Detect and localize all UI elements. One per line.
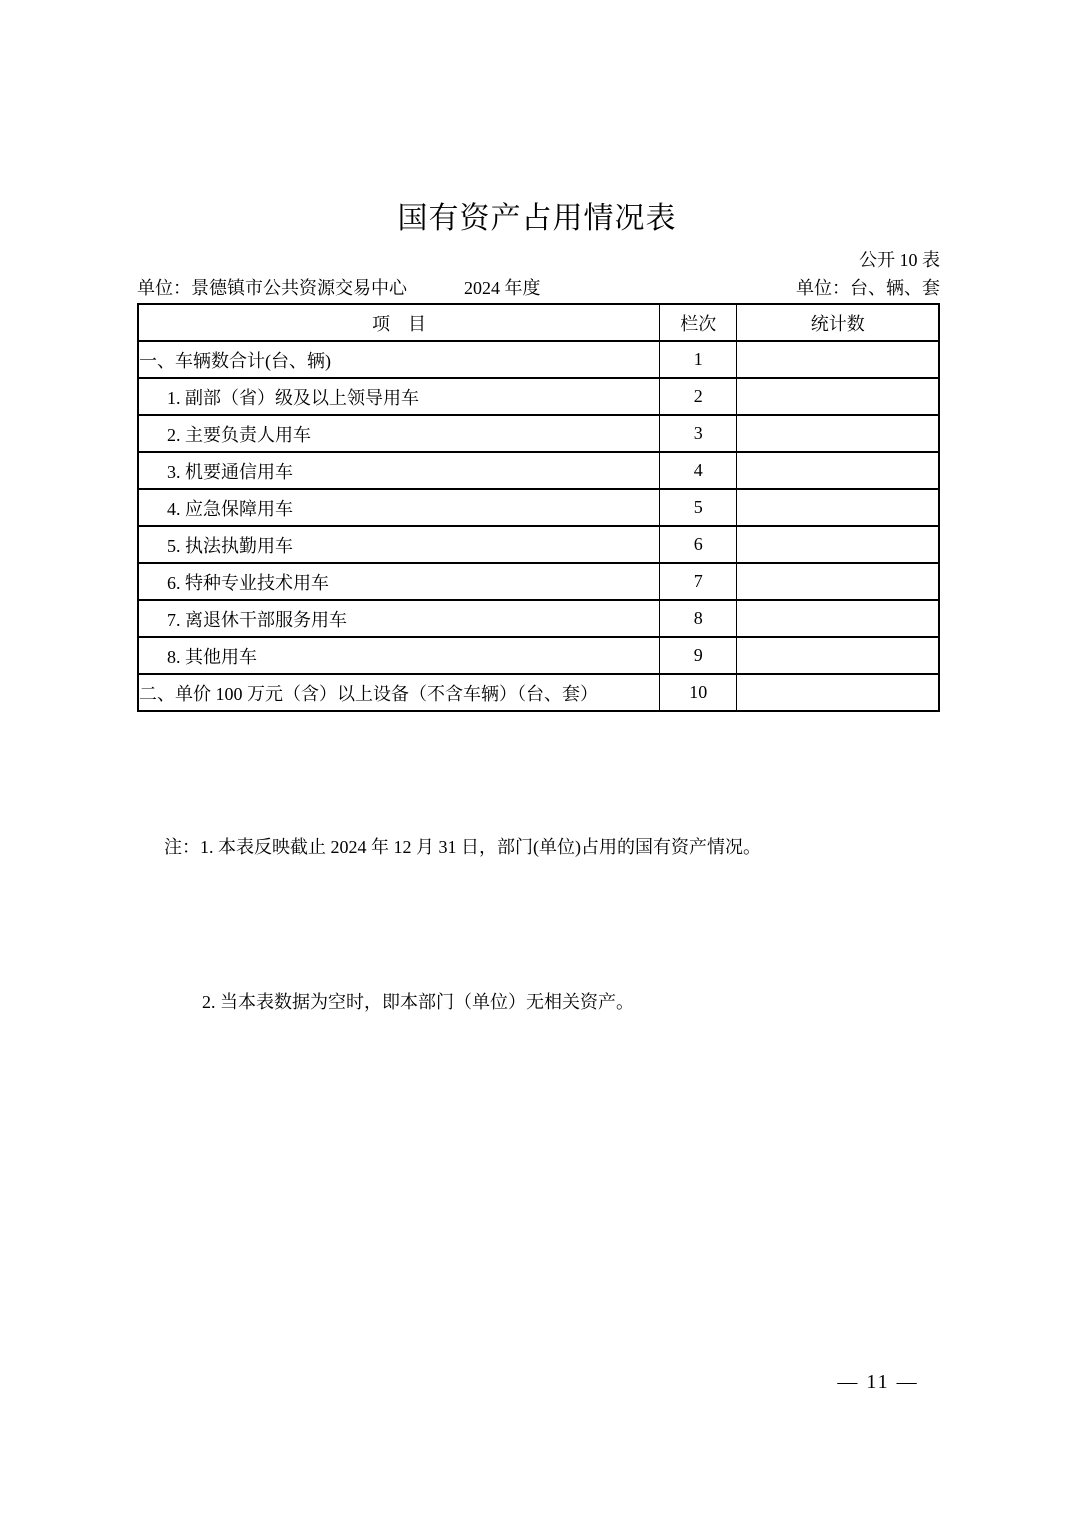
column-number-cell: 5 [660,489,737,526]
item-label-cell: 3. 机要通信用车 [138,452,660,489]
item-label-cell: 1. 副部（省）级及以上领导用车 [138,378,660,415]
item-label-cell: 一、车辆数合计(台、辆) [138,341,660,378]
table-row [138,489,939,526]
column-number-cell: 8 [660,600,737,637]
public-table-label: 公开 10 表 [859,250,940,270]
item-label-cell: 6. 特种专业技术用车 [138,563,660,600]
column-number-cell: 6 [660,526,737,563]
statistic-value-cell [737,341,939,378]
asset-occupancy-table [137,303,940,712]
table-row [138,526,939,563]
unit-info-line [137,274,940,300]
fiscal-year: 2024 年度 [464,278,541,298]
footnote-prefix: 注： [164,837,200,857]
statistic-value-cell [737,526,939,563]
item-label-cell: 7. 离退休干部服务用车 [138,600,660,637]
statistic-value-cell [737,452,939,489]
item-label-cell: 2. 主要负责人用车 [138,415,660,452]
footnotes [137,739,940,1111]
column-number-cell: 1 [660,341,737,378]
statistic-value-cell [737,674,939,711]
table-row [138,563,939,600]
column-header-column-no: 栏次 [660,304,737,341]
page-number: — 11 — [837,1371,919,1393]
statistic-value-cell [737,415,939,452]
column-header-statistic: 统计数 [737,304,939,341]
column-header-item: 项 目 [138,304,660,341]
footnote-text-2: 2. 当本表数据为空时，即本部门（单位）无相关资产。 [202,992,634,1012]
item-label-cell: 4. 应急保障用车 [138,489,660,526]
column-number-cell: 3 [660,415,737,452]
statistic-value-cell [737,563,939,600]
table-row [138,637,939,674]
table-row [138,600,939,637]
footnote-text-1: 1. 本表反映截止 2024 年 12 月 31 日，部门(单位)占用的国有资产情况。 [200,837,761,857]
item-label-cell: 二、单价 100 万元（含）以上设备（不含车辆）（台、套） [138,674,660,711]
column-number-cell: 2 [660,378,737,415]
column-number-cell: 9 [660,637,737,674]
table-body [138,341,939,711]
column-number-cell: 10 [660,674,737,711]
page-title: 国有资产占用情况表 [397,202,677,235]
reporting-unit: 单位：景德镇市公共资源交易中心 [137,278,407,298]
measure-units: 单位：台、辆、套 [796,278,940,298]
statistic-value-cell [737,637,939,674]
item-label-cell: 8. 其他用车 [138,637,660,674]
table-header-row [138,304,939,341]
table-row [138,452,939,489]
table-row [138,674,939,711]
table-row [138,415,939,452]
footnote-line-1 [137,801,940,894]
table-row [138,341,939,378]
statistic-value-cell [737,378,939,415]
statistic-value-cell [737,489,939,526]
table-row [138,378,939,415]
statistic-value-cell [737,600,939,637]
item-label-cell: 5. 执法执勤用车 [138,526,660,563]
footnote-line-2 [175,956,940,1049]
column-number-cell: 4 [660,452,737,489]
column-number-cell: 7 [660,563,737,600]
